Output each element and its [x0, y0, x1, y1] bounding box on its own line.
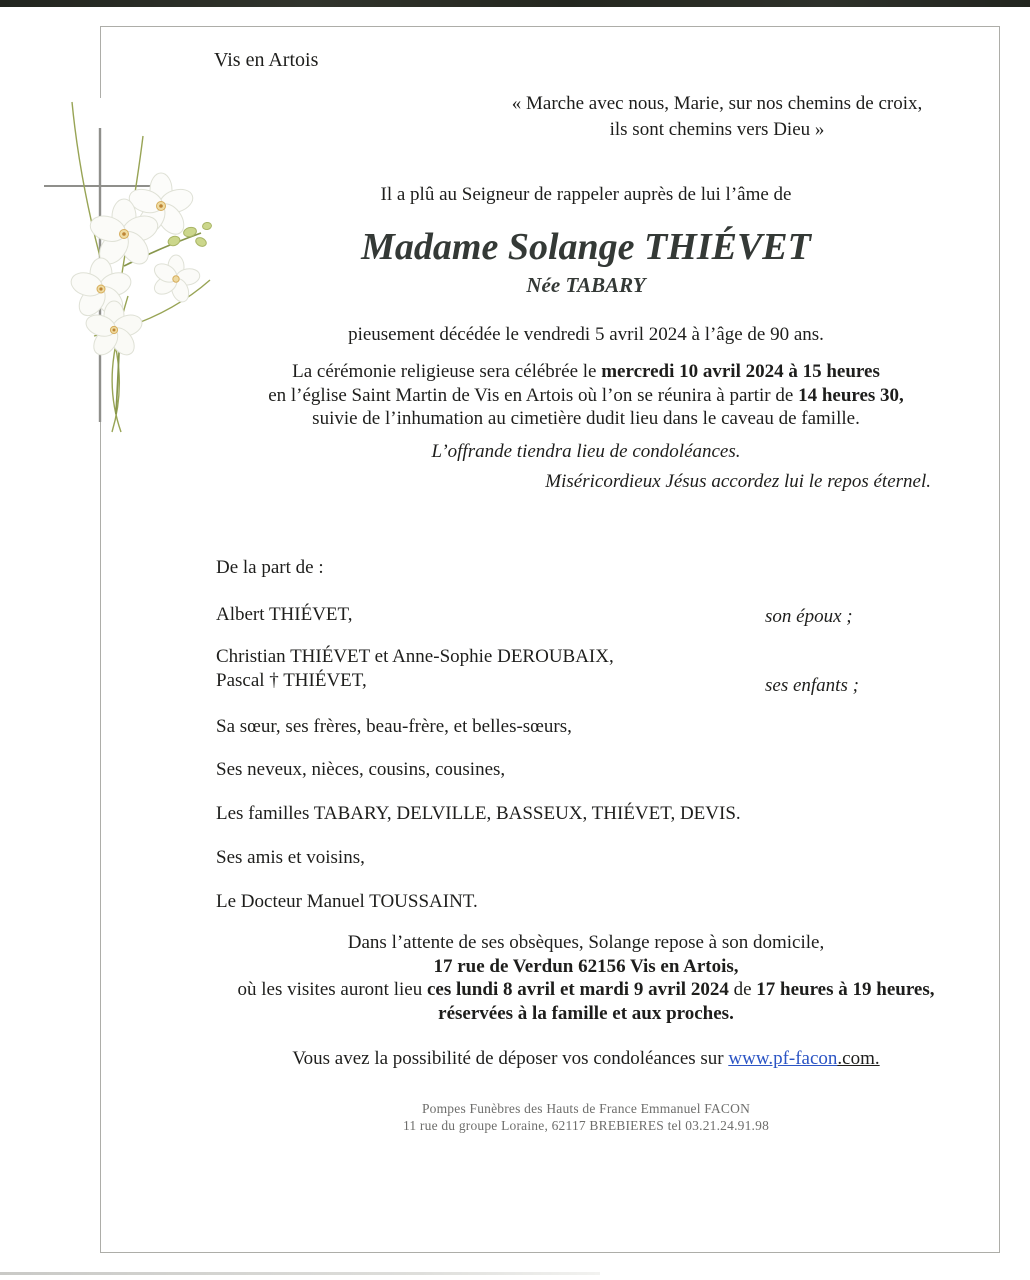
ceremony-line-3: suivie de l’inhumation au cimetière dudit lieu dans le caveau de famille.: [312, 408, 860, 429]
friends-neighbors-line: Ses amis et voisins,: [216, 847, 365, 868]
quote-line-1: « Marche avec nous, Marie, sur nos chemins de croix,: [511, 93, 923, 114]
condolences-line: [141, 1047, 1030, 1071]
wake-line-3-text-1: où les visites auront lieu: [237, 979, 427, 1000]
wake-line-3-text-2: de: [728, 979, 757, 1000]
death-date-line: pieusement décédée le vendredi 5 avril 2024 à l’âge de 90 ans.: [348, 324, 824, 345]
maiden-name: Née TABARY: [526, 273, 646, 297]
scan-artifact-line: [0, 1272, 600, 1275]
wake-line-1: Dans l’attente de ses obsèques, Solange repose à son domicile,: [347, 932, 825, 953]
family-siblings-line: Sa sœur, ses frères, beau-frère, et belles-sœurs,: [216, 716, 572, 737]
wake-line-3: [141, 978, 1030, 1002]
relation-label-husband: son époux ;: [765, 606, 853, 627]
religious-quote: [427, 91, 1007, 143]
family-families-line: Les familles TABARY, DELVILLE, BASSEUX, THIÉVET, DEVIS.: [216, 803, 741, 824]
deceased-name: Madame Solange THIÉVET: [361, 226, 811, 268]
website-link[interactable]: www.pf-facon: [728, 1048, 838, 1069]
ceremony-details: [141, 360, 1030, 431]
intro-line: Il a plû au Seigneur de rappeler auprès de lui l’âme de: [380, 184, 792, 205]
gathering-time: 14 heures 30,: [798, 384, 904, 406]
family-member-children-2: Pascal † THIÉVET,: [216, 670, 367, 691]
scan-edge-top-bar: [0, 0, 1030, 7]
ceremony-line-1-text: La cérémonie religieuse sera célébrée le: [292, 361, 602, 382]
relation-label-children: ses enfants ;: [765, 675, 859, 696]
website-url: [728, 1048, 879, 1069]
offering-line: L’offrande tiendra lieu de condoléances.: [431, 441, 741, 462]
funeral-home-address: 11 rue du groupe Loraine, 62117 BREBIERES tel 03.21.24.91.98: [402, 1118, 770, 1133]
mercy-line: Miséricordieux Jésus accordez lui le repos éternel.: [545, 471, 931, 492]
ceremony-line-2-text: en l’église Saint Martin de Vis en Artois où l’on se réunira à partir de: [268, 384, 799, 406]
visit-hours: 17 heures à 19 heures,: [756, 979, 935, 1000]
visit-dates: ces lundi 8 avril et mardi 9 avril 2024: [426, 979, 729, 1000]
ceremony-line-2: [141, 384, 1030, 408]
wake-line-4: réservées à la famille et aux proches.: [438, 1002, 734, 1024]
wake-address: 17 rue de Verdun 62156 Vis en Artois,: [433, 955, 739, 977]
ceremony-date-time: mercredi 10 avril 2024 à 15 heures: [601, 361, 880, 382]
funeral-home-footer: [141, 1100, 1030, 1134]
website-suffix: .com.: [837, 1048, 880, 1069]
location-line: Vis en Artois: [214, 49, 319, 71]
doctor-line: Le Docteur Manuel TOUSSAINT.: [216, 891, 478, 912]
wake-details: [141, 931, 1030, 1025]
condolences-text: Vous avez la possibilité de déposer vos condoléances sur: [292, 1048, 729, 1069]
family-member-children-1: Christian THIÉVET et Anne-Sophie DEROUBAIX,: [216, 646, 614, 667]
family-nephews-line: Ses neveux, nièces, cousins, cousines,: [216, 759, 506, 780]
ceremony-line-1: [141, 360, 1030, 384]
quote-line-2: ils sont chemins vers Dieu »: [609, 119, 825, 140]
family-member-husband: Albert THIÉVET,: [216, 604, 353, 625]
funeral-home-name: Pompes Funèbres des Hauts de France Emmanuel FACON: [421, 1101, 751, 1116]
family-heading: De la part de :: [216, 557, 324, 578]
